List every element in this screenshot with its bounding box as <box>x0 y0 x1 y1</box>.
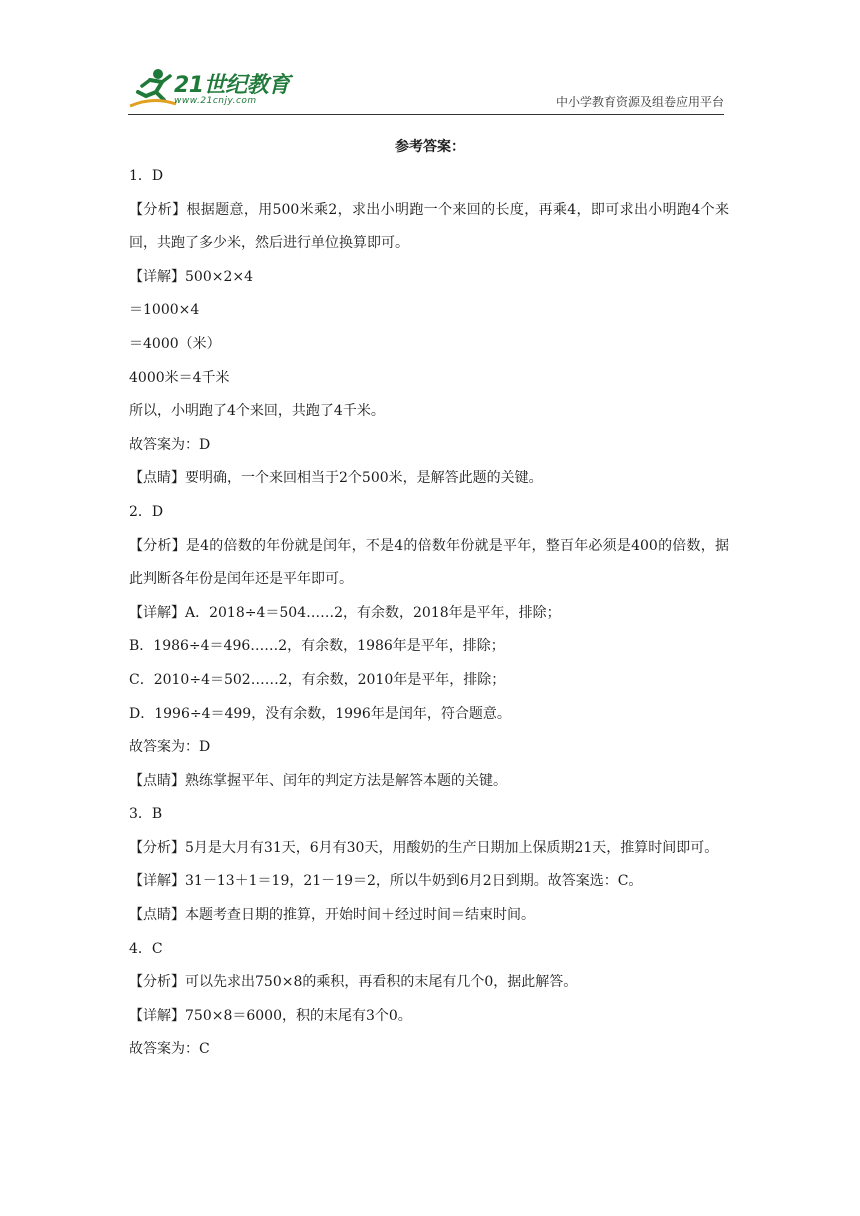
q4-analysis: 【分析】可以先求出750×8的乘积，再看积的末尾有几个0，据此解答。 <box>129 974 578 991</box>
q1-detail-1: 【详解】500×2×4 <box>129 268 253 285</box>
q1-answer: 1．D <box>129 168 164 184</box>
q1-detail-2: ＝1000×4 <box>129 302 200 319</box>
q1-detail-5: 所以，小明跑了4个来回，共跑了4千米。 <box>129 403 385 420</box>
answer-content <box>129 160 729 1067</box>
q1-final: 故答案为：D <box>129 436 211 453</box>
q2-detail-2: B．1986÷4＝496……2，有余数，1986年是平年，排除； <box>129 638 505 655</box>
q1-detail-4: 4000米＝4千米 <box>129 369 230 386</box>
q2-analysis: 【分析】是4的倍数的年份就是闰年，不是4的倍数年份就是平年，整百年必须是400的倍数，据此判断各年份是闰年还是平年即可。 <box>129 537 729 588</box>
q2-detail-1: 【详解】A．2018÷4＝504……2，有余数，2018年是平年，排除； <box>129 604 561 621</box>
q3-analysis: 【分析】5月是大月有31天，6月有30天，用酸奶的生产日期加上保质期21天，推算时间即可。 <box>129 839 719 856</box>
q2-detail-3: C．2010÷4＝502……2，有余数，2010年是平年，排除； <box>129 671 506 688</box>
page-header <box>128 66 724 115</box>
logo-text: 21世纪教育 <box>174 73 290 98</box>
q3-answer: 3．B <box>129 806 163 823</box>
q3-comment: 【点睛】本题考查日期的推算，开始时间＋经过时间＝结束时间。 <box>129 907 535 924</box>
q1-comment: 【点睛】要明确，一个来回相当于2个500米，是解答此题的关键。 <box>129 470 543 487</box>
logo-url: www.21cnjy.com <box>174 96 257 106</box>
q2-answer: 2．D <box>129 503 164 520</box>
q2-final: 故答案为：D <box>129 739 211 756</box>
q1-detail-3: ＝4000（米） <box>129 335 221 352</box>
site-logo <box>128 66 298 112</box>
q2-detail-4: D．1996÷4＝499，没有余数，1996年是闰年，符合题意。 <box>129 705 511 722</box>
page-title: 参考答案： <box>395 139 465 155</box>
q4-answer: 4．C <box>129 940 163 957</box>
runner-logo-icon <box>128 66 178 112</box>
platform-name: 中小学教育资源及组卷应用平台 <box>555 95 724 109</box>
q3-detail-1: 【详解】31－13＋1＝19，21－19＝2，所以牛奶到6月2日到期。故答案选：C。 <box>129 873 643 890</box>
q4-detail-1: 【详解】750×8＝6000，积的末尾有3个0。 <box>129 1007 412 1024</box>
q4-final: 故答案为：C <box>129 1041 210 1058</box>
q2-comment: 【点睛】熟练掌握平年、闰年的判定方法是解答本题的关键。 <box>129 772 507 789</box>
q1-analysis: 【分析】根据题意，用500米乘2，求出小明跑一个来回的长度，再乘4，即可求出小明跑4个来回，共跑了多少米，然后进行单位换算即可。 <box>129 201 729 252</box>
